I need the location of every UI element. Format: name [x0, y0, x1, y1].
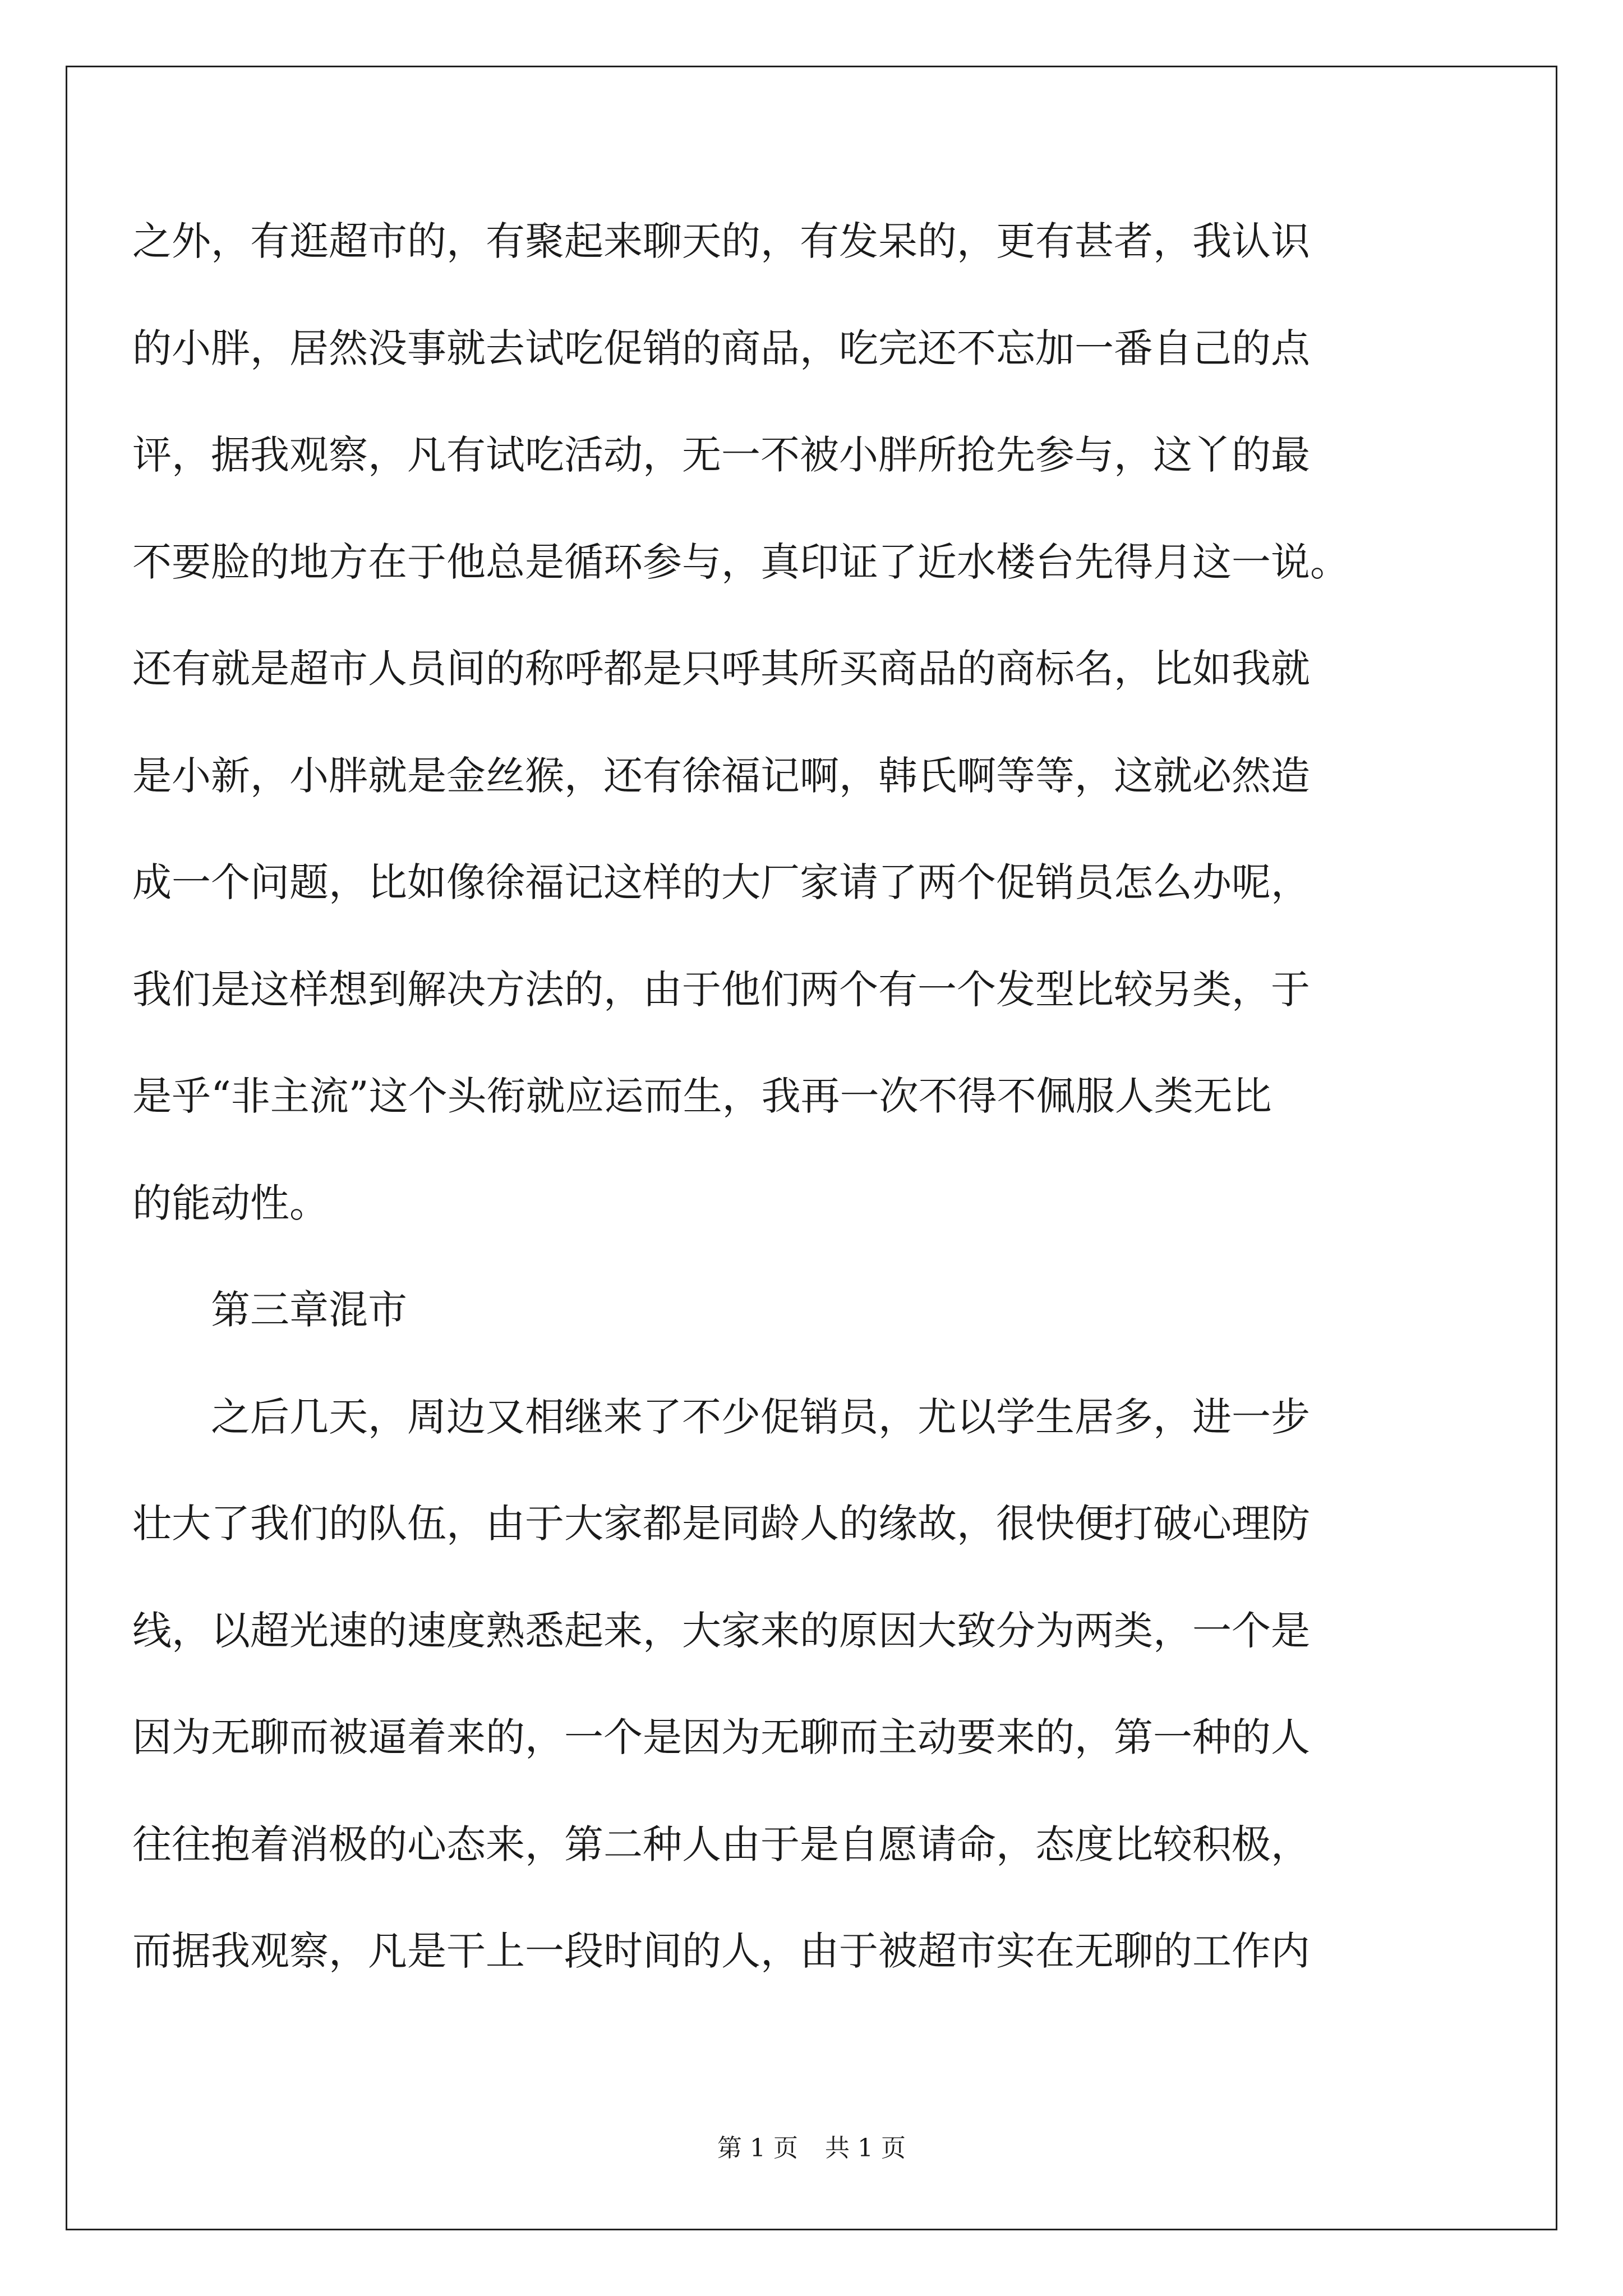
- text-line: 还有就是超市人员间的称呼都是只呼其所买商品的商标名，比如我就: [132, 646, 1310, 692]
- text-line: 线，以超光速的速度熟悉起来，大家来的原因大致分为两类，一个是: [132, 1607, 1310, 1654]
- text-line: 我们是这样想到解决方法的，由于他们两个有一个发型比较另类，于: [132, 966, 1310, 1013]
- text-line: 而据我观察，凡是干上一段时间的人，由于被超市实在无聊的工作内: [132, 1928, 1310, 1974]
- text-line: 往往抱着消极的心态来，第二种人由于是自愿请命，态度比较积极，: [132, 1821, 1310, 1867]
- text-line: 之外，有逛超市的，有聚起来聊天的，有发呆的，更有甚者，我认识: [132, 218, 1310, 264]
- text-line: 的小胖，居然没事就去试吃促销的商品，吃完还不忘加一番自己的点: [132, 325, 1310, 371]
- page-total: 共 1 页: [825, 2134, 906, 2162]
- text-line: 是乎“非主流”这个头衔就应运而生，我再一次不得不佩服人类无比: [132, 1073, 1272, 1119]
- text-line: 成一个问题，比如像徐福记这样的大厂家请了两个促销员怎么办呢，: [132, 859, 1310, 905]
- text-line: 是小新，小胖就是金丝猴，还有徐福记啊，韩氏啊等等，这就必然造: [132, 752, 1310, 799]
- text-line: 因为无聊而被逼着来的，一个是因为无聊而主动要来的，第一种的人: [132, 1714, 1310, 1760]
- text-line: 不要脸的地方在于他总是循环参与，真印证了近水楼台先得月这一说。: [132, 539, 1349, 585]
- text-line: 评，据我观察，凡有试吃活动，无一不被小胖所抢先参与，这丫的最: [132, 432, 1310, 478]
- document-body: [132, 219, 1439, 2036]
- text-line: 壮大了我们的队伍，由于大家都是同龄人的缘故，很快便打破心理防: [132, 1501, 1310, 1547]
- page-footer: [0, 2132, 1623, 2165]
- text-line: 的能动性。: [132, 1180, 329, 1226]
- chapter-heading: 第三章混市: [211, 1287, 407, 1333]
- text-line: 之后几天，周边又相继来了不少促销员，尤以学生居多，进一步: [211, 1393, 1310, 1440]
- page-number: 第 1 页: [717, 2134, 798, 2162]
